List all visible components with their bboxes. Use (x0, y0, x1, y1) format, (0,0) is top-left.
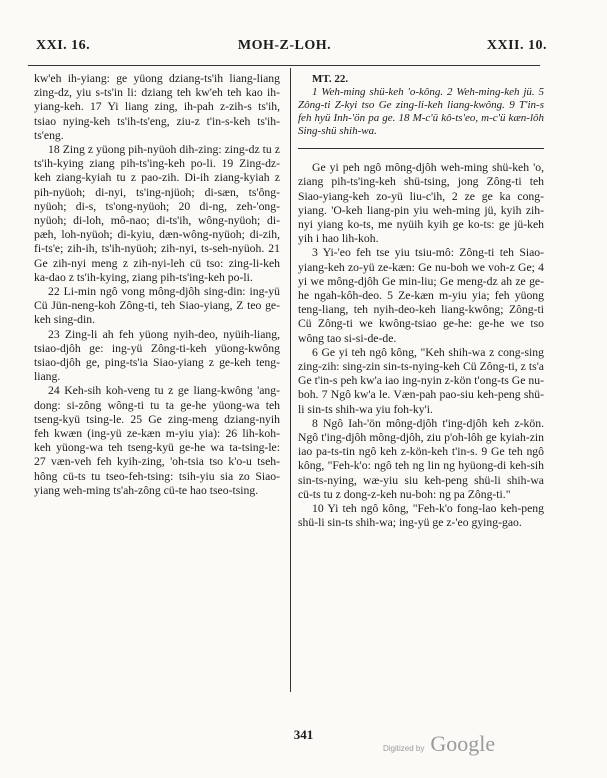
watermark-prefix: Digitized by (383, 744, 425, 753)
google-logo: Google (430, 731, 496, 756)
paragraph: 24 Keh-sih koh-veng tu z ge liang-kwông 'ang-dong: si-zông wông-ti tu ta ge-he yüong-wa teh tseng-kyü tsing-le. 25 Ge zing-meng dziang-nyih feh kwæn (ing-yü ze-kæn m-yiu yia): 26 lih-koh-keh yüong-wa teh tseng-kyü ge-he wa ta-tsing-le: 27 væn-veh feh kyih-zing, 'oh-tsia tso k'o-u tseh-hông cü-ts tu tseo-feh-tsing: tsih-yiu sia zo Siao-yiang weh-ming ts'ah-zông cü-te hao tseo-tsing. (34, 384, 280, 497)
right-column (298, 72, 544, 530)
header-rule (28, 65, 540, 66)
paragraph: 22 Li-min ngô vong mông-djôh sing-din: ing-yü Cü Jün-neng-koh Zông-ti, teh Siao-yiang, Z teo ge-keh sing-din. (34, 285, 280, 327)
left-column (34, 72, 280, 498)
header-book-title: MOH-Z-LOH. (237, 38, 332, 53)
paragraph: 6 Ge yi teh ngô kông, "Keh shih-wa z cong-sing zing-zih: sing-zin sin-ts-nying-keh Cü Zông-ti, z ts'a Ge t'in-s peh kw'a iao ing-nyin z-kön t'ong-ts Ge nu-boh. 7 Ngô kw'a le. Væn-pah pao-siu keh-peng shü-li sin-ts shih-wa yiu foh-ky'i. (298, 345, 544, 416)
header-chapter-right: XXII. 10. (486, 38, 547, 53)
digitized-watermark (383, 731, 495, 757)
running-header (22, 38, 547, 60)
notes-rule (298, 148, 544, 149)
paragraph: 10 Yi teh ngô kông, "Feh-k'o fong-lao keh-peng shü-li sin-ts shih-wa; ing-yü ge z-'eo gying-gao. (298, 502, 544, 530)
paragraph: 3 Yi-'eo feh tse yiu tsiu-mô: Zông-ti teh Siao-yiang-keh zo-yü ze-kæn: Ge nu-boh we voh-z Ge; 4 yi we mông-djôh Ge min-liu; Ge meng-dz ah ze ge-he ngah-kôh-deo. 5 Ze-kæn m-yiu yia; feh yüong teng-liang, teh nyih-deo-keh liang-kwông; Zông-ti Cü Zông-ti we kwông-tsiao ge-he: ge-he we tso wông tao si-si-de-de. (298, 246, 544, 345)
paragraph: 23 Zing-li ah feh yüong nyih-deo, nyüih-liang, tsiao-djôh ge: ing-yü Zông-ti-keh yüong-kwông tsiao-djôh ge, ping-ts'ia Siao-yiang z ge-keh teng-liang. (34, 327, 280, 384)
paragraph: kw'eh ih-yiang: ge yüong dziang-ts'ih liang-liang zing-dz, yiu s-ts'in li: dziang teh kw'eh teh kao ih-yiang-keh. 17 Yi liang zing, ih-pah z-zih-s ts'ih, tsiao nying-keh ts'ih-ts'eng, ziu-z t'in-s-keh ts'ih-ts'eng. (34, 72, 280, 142)
chapter-summary-notes: 1 Weh-ming shü-keh 'o-kông. 2 Weh-ming-keh jü. 5 Zông-ti Z-kyi tso Ge zing-li-keh liang-kwông. 9 T'in-s feh hyü Inh-'ön pa ge. 18 M-c'ü kô-ts'eo, m-c'ü kæn-lôh Sing-shü shih-wa. (298, 86, 544, 138)
column-divider (290, 68, 291, 692)
page-number: 341 (293, 727, 314, 742)
paragraph: 8 Ngô Iah-'ön mông-djôh t'ing-djôh keh z-kön. Ngô t'ing-djôh mông-djôh, ziu p'oh-lôh ge kyiah-zin iao pa-ts-tin ngô keh z-kön-keh t'in-s. 9 Ge teh ngô kông, "Feh-k'o: ngô teh ng lin ng hyüong-di keh-sih sin-ts-nying, wæ-yiu siu keh-peng shü-li shih-wa cü-ts tu z dong-z-keh nu-boh: ng pa Zông-ti." (298, 416, 544, 501)
paragraph: Ge yi peh ngô mông-djôh weh-ming shü-keh 'o, ziang pih-ts'ing-keh shü-tsing, jong Zông-ti teh Siao-yiang-keh zo-yü liu-c'ih, 2 ze ge ka cong-yiang. 'O-keh liang-pin yiu weh-ming jü, kyih zih-nyi yiang ko-ts, me nyüih kyih ge ko-ts: ge jü-keh yih i hao lih-koh. (298, 161, 544, 246)
chapter-reference: MT. 22. (312, 73, 349, 85)
header-chapter-left: XXI. 16. (36, 38, 91, 53)
paragraph: 18 Zing z yüong pih-nyüoh dih-zing: zing-dz tu z ts'ih-kying ziang pih-ts'ing-keh po-li. 19 Zing-dz-keh ziang-kyiah tu z pao-zih. Di-ih ziang-kyiah z pih-nyüoh; di-nyi, ts'ing-njüoh; di-sæn, ts'ông-nyüoh; di-s, ts'ong-nyüoh; 20 di-ng, zeh-'ong-nyüoh; di-loh, mô-nao; di-ts'ih, wông-nyüoh; di-pæh, loh-nyüoh; di-kyiu, dæn-wông-nyüoh; di-zih, fi-ts'e; zih-ih, ts'ih-nyüoh; zih-nyi, ts-seh-nyüoh. 21 Ge zih-nyi meng z zih-nyi-leh cü tso: zing-li-keh ka-dao z ts'ih-kying, ziang pih-ts'ing-keh po-li. (34, 143, 280, 284)
